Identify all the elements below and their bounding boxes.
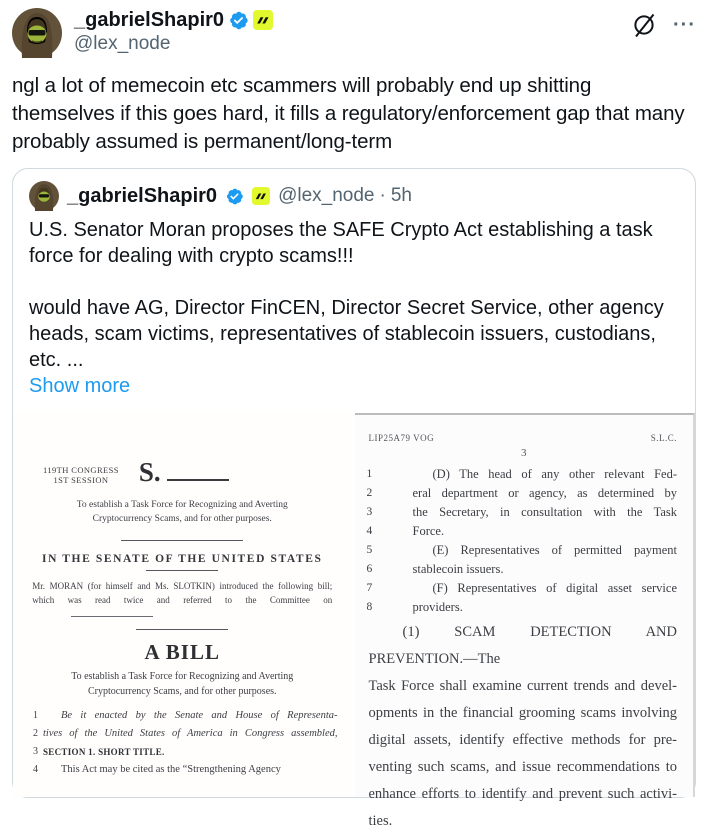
bill-line: 4 This Act may be cited as the “Strengthening Agency (33, 764, 281, 775)
quoted-timestamp[interactable]: 5h (390, 185, 412, 206)
bill-number: S. (139, 459, 229, 485)
tweet-text: ngl a lot of memecoin etc scammers will probably end up shitting themselves if this goes hard, it fills a regulatory/enforcement gap that many probably assumed is permanent/long-term (12, 74, 685, 153)
user-handle[interactable]: @lex_node (74, 33, 171, 54)
bill-image-right[interactable] (355, 413, 696, 829)
header-left: LIP25A79 VOG (368, 433, 435, 443)
committee-blank (71, 613, 153, 617)
avatar-image (12, 8, 62, 58)
bill-line: 8 providers. (366, 600, 463, 614)
quoted-verified-icon (225, 187, 244, 206)
paragraph-line: ties. (368, 813, 393, 829)
bill-line: 7 (F) Representatives of digital asset service (366, 581, 677, 595)
congress-line: 119TH CONGRESS (43, 465, 119, 475)
media-strip (13, 413, 695, 829)
paragraph-line: venting such scams, and issue recommendations to (368, 759, 677, 775)
quoted-text (13, 211, 695, 373)
intro-line: which was read twice and referred to the Committee on (32, 595, 333, 605)
affiliate-badge-icon (253, 10, 273, 30)
a-bill-heading: A BILL (144, 640, 220, 664)
header-actions (631, 8, 696, 38)
intro-line: Mr. MORAN (for himself and Ms. SLOTKIN) introduced the following bill; (32, 581, 333, 591)
quoted-tweet-card[interactable] (12, 168, 696, 829)
bill-paragraph (355, 619, 694, 835)
avatar[interactable] (12, 8, 62, 58)
quoted-handle[interactable]: @lex_node (278, 185, 375, 206)
session-line: 1ST SESSION (53, 475, 109, 485)
identity-block (74, 8, 631, 56)
paragraph-line: enhance efforts to identify and prevent such activi- (368, 786, 677, 802)
grok-icon[interactable] (631, 12, 657, 38)
tweet-header (12, 8, 696, 58)
paragraph-line: digital assets, identify effective methods for pre- (368, 732, 677, 748)
bill-head-row (13, 459, 352, 485)
quoted-avatar-image (29, 181, 59, 211)
divider (146, 570, 218, 571)
paragraph-line: Task Force shall examine current trends and devel- (368, 678, 677, 694)
divider (121, 540, 243, 541)
page-number: 3 (521, 447, 527, 459)
bill-line: 3 the Secretary, in consultation with the Task (366, 505, 677, 519)
bill-line: 1 (D) The head of any other relevant Fed- (366, 467, 677, 481)
quoted-header (13, 169, 695, 211)
paragraph-line: (1) SCAM DETECTION AND PREVENTION.—The (368, 624, 677, 667)
display-name[interactable]: _gabrielShapir0 (74, 9, 225, 31)
more-menu-icon[interactable]: ··· (673, 14, 696, 36)
bill-purpose-2: To establish a Task Force for Recognizing and Averting Cryptocurrency Scams, and for other purposes. (71, 671, 294, 697)
show-more-link[interactable]: Show more (29, 375, 131, 397)
page-header (355, 433, 694, 443)
header-right: S.L.C. (650, 433, 677, 443)
chamber-heading: IN THE SENATE OF THE UNITED STATES (42, 553, 323, 565)
bill-image-left[interactable] (13, 413, 352, 797)
bill-number-blank (167, 461, 229, 481)
quoted-paragraph: U.S. Senator Moran proposes the SAFE Crypto Act establishing a task force for dealing with crypto scams!!! (29, 219, 653, 267)
bill-line: 4 Force. (366, 524, 445, 538)
bill-intro (32, 579, 332, 607)
divider (136, 629, 228, 630)
verified-icon (228, 10, 249, 31)
quoted-display-name[interactable]: _gabrielShapir0 (67, 184, 218, 207)
bill-purpose: To establish a Task Force for Recognizing and Averting Cryptocurrency Scams, and for other purposes. (76, 500, 288, 524)
paragraph-line: opments in the financial grooming scams involving (368, 705, 677, 721)
quoted-affiliate-badge-icon (252, 187, 270, 205)
bill-line: 6 stablecoin issuers. (366, 562, 504, 576)
quoted-paragraph: would have AG, Director FinCEN, Director Secret Service, other agency heads, scam victims, representatives of stablecoin issuers, custodians, etc. ... (29, 297, 664, 371)
bill-line: 3 SECTION 1. SHORT TITLE. (33, 746, 165, 757)
meta-separator: · (379, 185, 386, 206)
bill-line: 2 eral department or agency, as determined by (366, 486, 677, 500)
bill-lines (13, 707, 352, 779)
bill-line: 5 (E) Representatives of permitted payment (366, 543, 677, 557)
quoted-avatar[interactable] (29, 181, 59, 211)
quoted-meta (278, 185, 412, 207)
bill-line: 1 Be it enacted by the Senate and House of Representa- (33, 710, 338, 721)
bill-line: 2 tives of the United States of America in Congress assembled, (33, 728, 338, 739)
bill-lines (355, 465, 694, 617)
